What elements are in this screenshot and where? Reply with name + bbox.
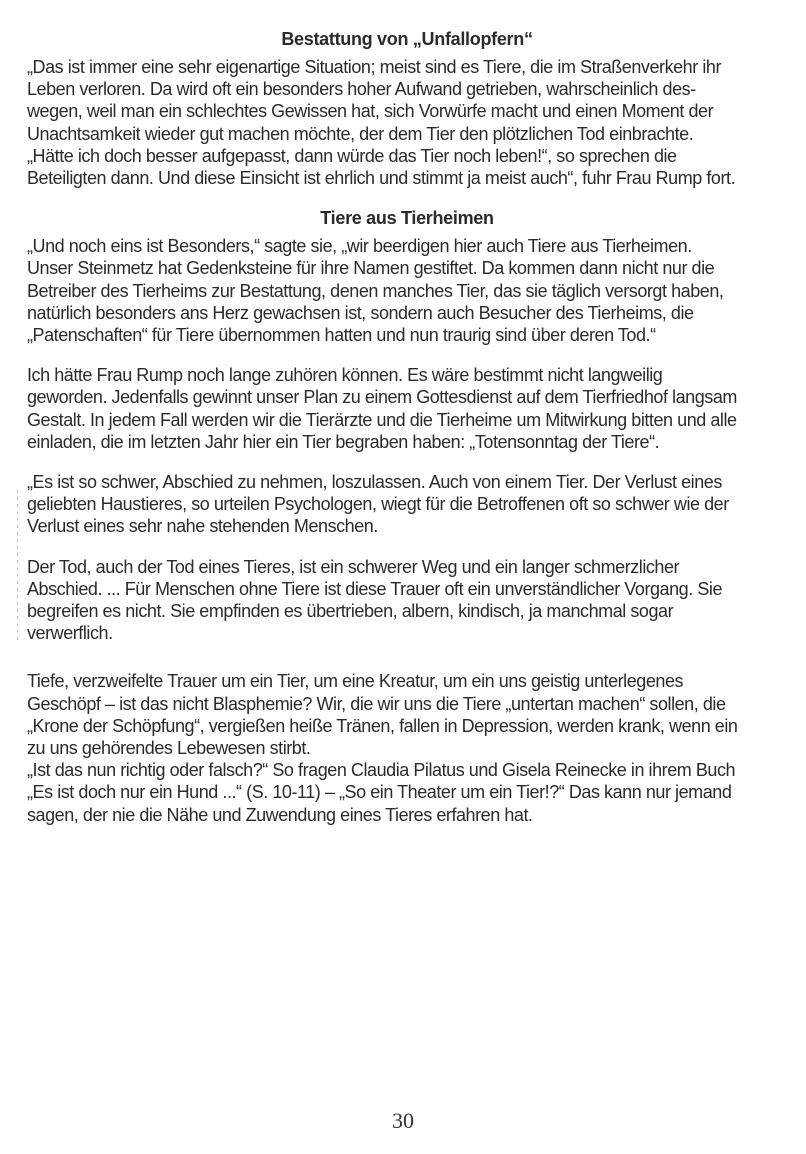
text-line: verwerflich. xyxy=(27,623,113,644)
text-line: Tiefe, verzweifelte Trauer um ein Tier, um eine Kreatur, um ein uns geistig unterlegenes xyxy=(27,671,684,692)
text-line: zu uns gehörendes Lebewesen stirbt. xyxy=(27,738,311,759)
section-heading-tierheime: Tiere aus Tierheimen xyxy=(320,208,494,229)
text-line: „Ist das nun richtig oder falsch?“ So fragen Claudia Pilatus und Gisela Reinecke in ihrem Buch xyxy=(27,760,736,781)
document-page xyxy=(27,22,787,826)
text-line: Verlust eines sehr nahe stehenden Menschen. xyxy=(27,516,378,537)
text-line: „Es ist so schwer, Abschied zu nehmen, loszulassen. Auch von einem Tier. Der Verlust eines xyxy=(27,472,722,493)
text-line: natürlich besonders ans Herz gewachsen ist, sondern auch Besucher des Tierheims, die xyxy=(27,302,694,323)
text-line: geworden. Jedenfalls gewinnt unser Plan zu einem Gottesdienst auf dem Tierfriedhof langsam xyxy=(27,387,737,408)
text-line: sagen, der nie die Nähe und Zuwendung eines Tieres erfahren hat. xyxy=(27,804,533,825)
page-number: 30 xyxy=(392,1108,414,1133)
text-line: Beteiligten dann. Und diese Einsicht ist ehrlich und stimmt ja meist auch“, fuhr Frau Rump fort. xyxy=(27,168,736,189)
text-line: begreifen es nicht. Sie empfinden es übertrieben, albern, kindisch, ja manchmal sogar xyxy=(27,601,674,622)
text-line: Abschied. ... Für Menschen ohne Tiere ist diese Trauer oft ein unverständlicher Vorgang. Sie xyxy=(27,578,723,599)
paragraph-tierheime-4 xyxy=(27,556,787,645)
text-line: „Krone der Schöpfung“, vergießen heiße Tränen, fallen in Depression, werden krank, wenn ein xyxy=(27,715,738,736)
section-heading-unfallopfer: Bestattung von „Unfallopfern“ xyxy=(281,29,533,49)
text-line: geliebten Haustieres, so urteilen Psychologen, wiegt für die Betroffenen oft so schwer wie der xyxy=(27,494,729,515)
paragraph-unfallopfer xyxy=(27,56,787,189)
paragraph-tierheime-3 xyxy=(27,471,787,538)
text-line: „Und noch eins ist Besonders,“ sagte sie, „wir beerdigen hier auch Tiere aus Tierheimen. xyxy=(27,236,692,257)
paragraph-tierheime-5 xyxy=(27,670,787,825)
text-line: „Das ist immer eine sehr eigenartige Situation; meist sind es Tiere, die im Straßenverkehr ihr xyxy=(27,57,721,77)
text-line: „Hätte ich doch besser aufgepasst, dann würde das Tier noch leben!“, so sprechen die xyxy=(27,145,677,166)
text-line: Ich hätte Frau Rump noch lange zuhören können. Es wäre bestimmt nicht langweilig xyxy=(27,365,663,386)
text-line: Unachtsamkeit wieder gut machen möchte, der dem Tier den plötzlichen Tod einbrachte. xyxy=(27,123,694,144)
margin-mark xyxy=(17,490,18,640)
text-line: „Patenschaften“ für Tiere übernommen hatten und nun traurig sind über deren Tod.“ xyxy=(27,325,656,346)
text-line: „Es ist doch nur ein Hund ...“ (S. 10-11) – „So ein Theater um ein Tier!?“ Das kann nur jemand xyxy=(27,782,732,803)
text-line: einladen, die im letzten Jahr hier ein Tier begraben haben: „Totensonntag der Tiere“. xyxy=(27,431,660,452)
text-line: Unser Steinmetz hat Gedenksteine für ihre Namen gestiftet. Da kommen dann nicht nur die xyxy=(27,258,715,279)
text-line: Gestalt. In jedem Fall werden wir die Tierärzte und die Tierheime um Mitwirkung bitten und alle xyxy=(27,409,737,430)
text-line: wegen, weil man ein schlechtes Gewissen hat, sich Vorwürfe macht und einen Moment der xyxy=(27,101,714,122)
paragraph-tierheime-2 xyxy=(27,364,787,453)
text-line: Geschöpf – ist das nicht Blasphemie? Wir, die wir uns die Tiere „untertan machen“ sollen, die xyxy=(27,693,726,714)
text-line: Leben verloren. Da wird oft ein besonders hoher Aufwand getrieben, wahrscheinlich des- xyxy=(27,79,696,100)
text-line: Betreiber des Tierheims zur Bestattung, denen manches Tier, das sie täglich versorgt haben, xyxy=(27,280,724,301)
paragraph-tierheime-1 xyxy=(27,235,787,346)
text-line: Der Tod, auch der Tod eines Tieres, ist ein schwerer Weg und ein langer schmerzlicher xyxy=(27,556,680,577)
